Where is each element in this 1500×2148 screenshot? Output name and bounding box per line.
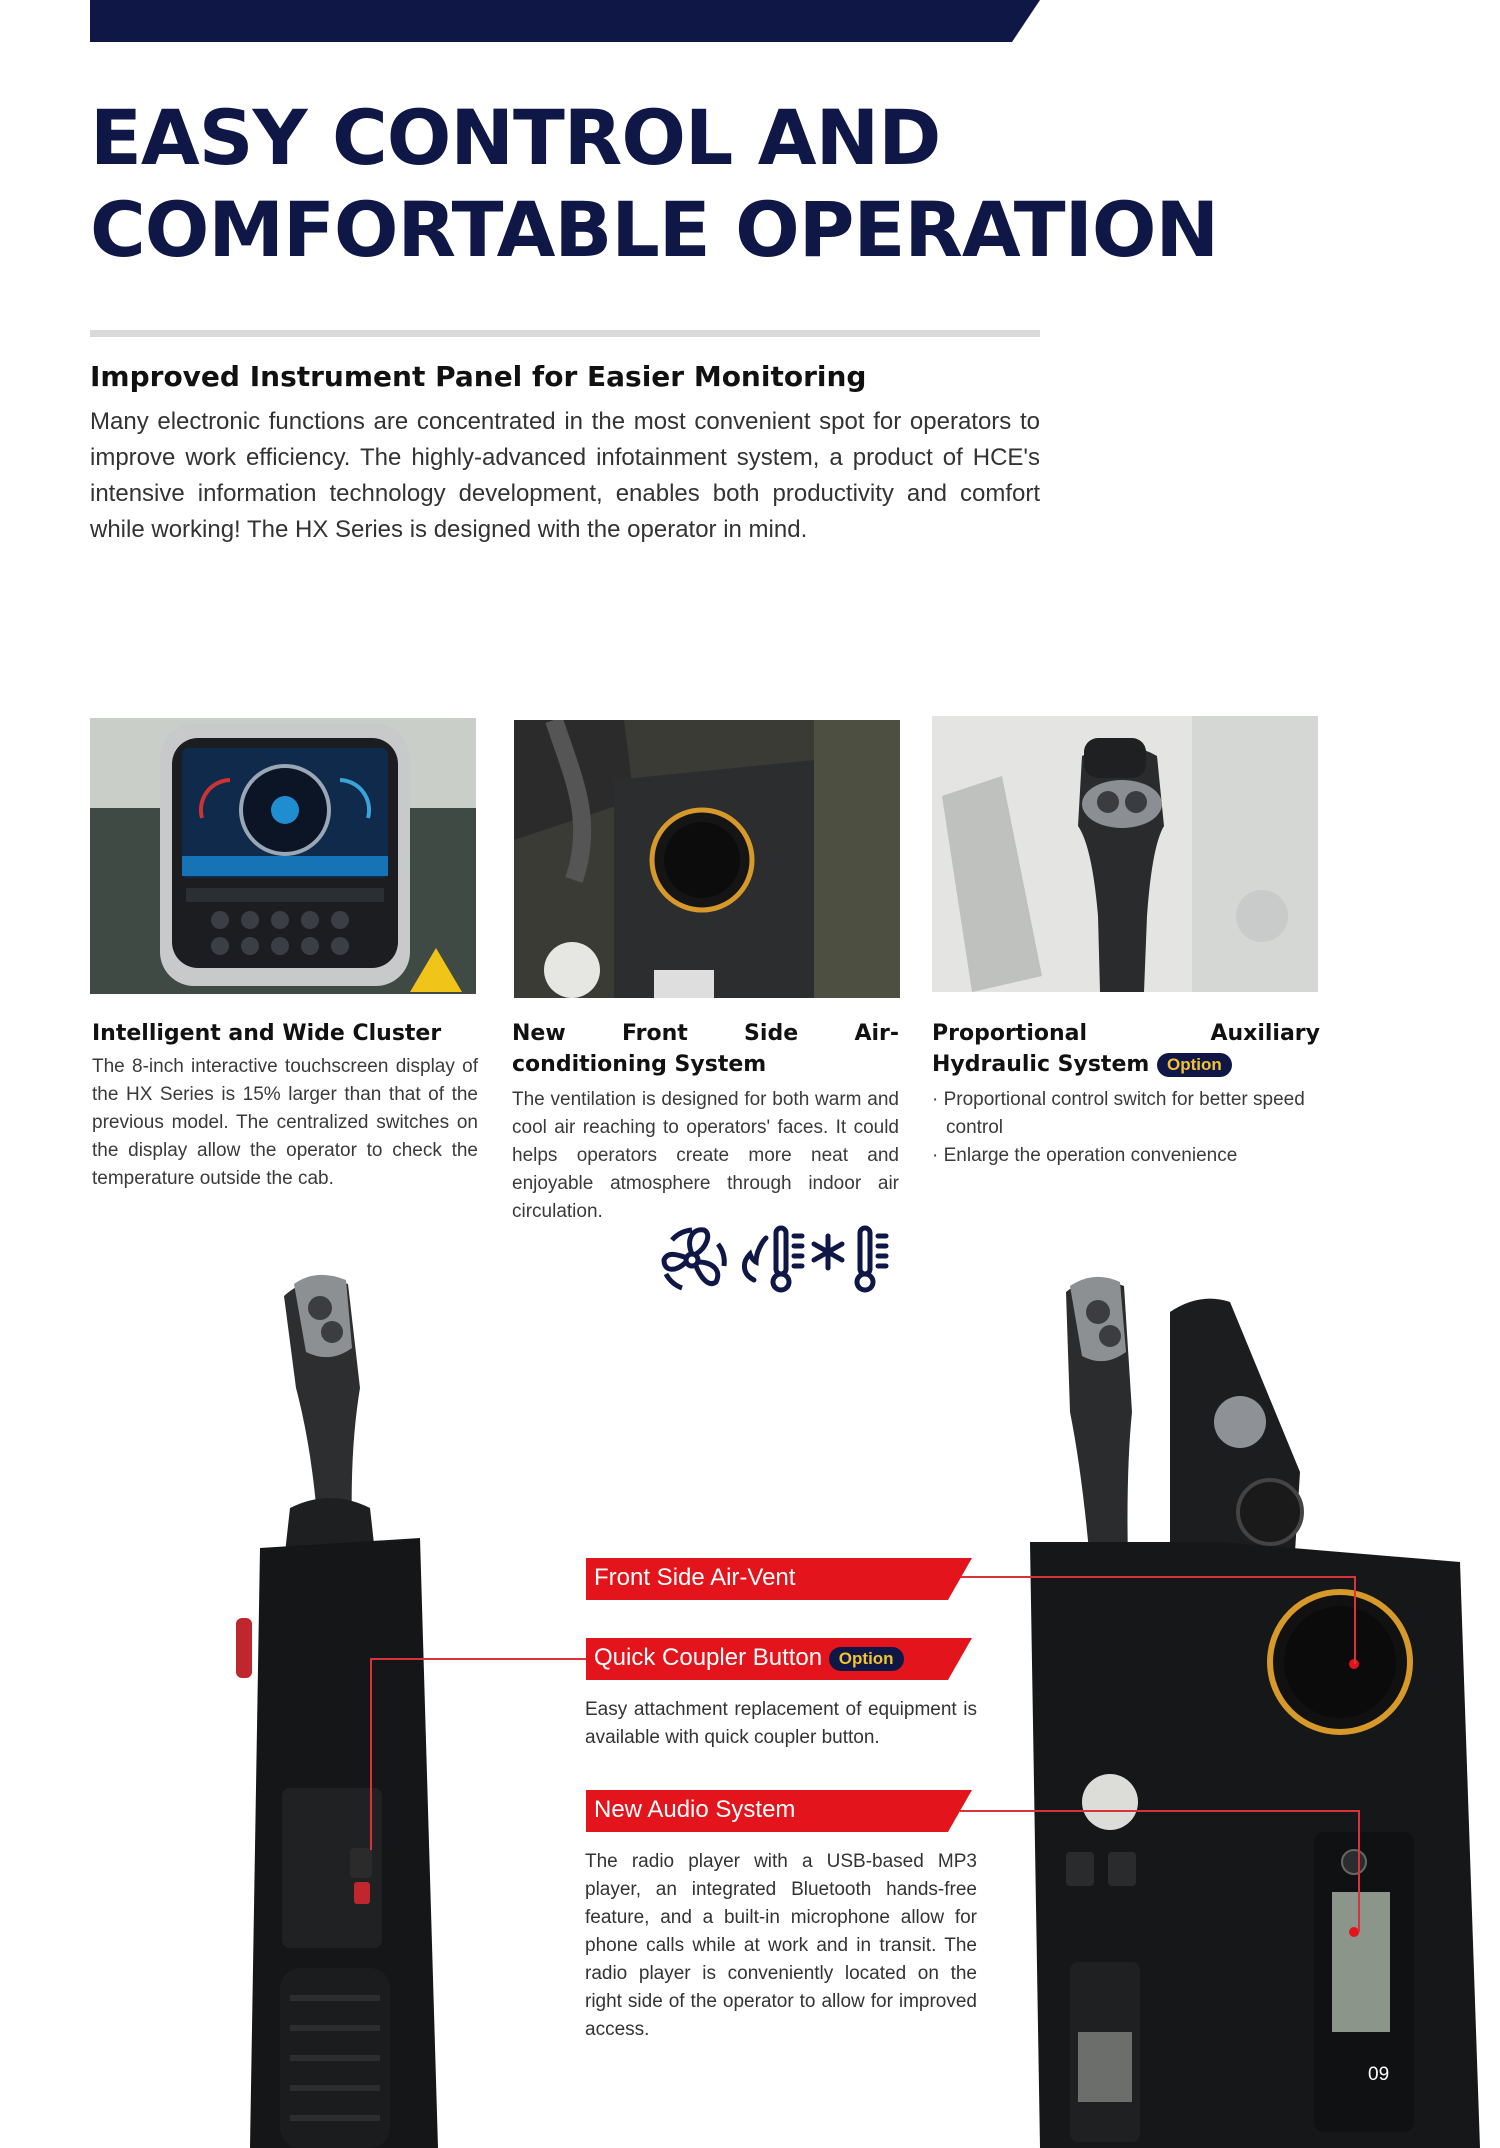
cluster-display-photo — [90, 718, 476, 994]
feature-cluster-body: The 8-inch interactive touchscreen display of the HX Series is 15% larger than that of the previous model. The centralized switches on the display allow the operator to check the temperature outside the cab. — [92, 1056, 478, 1189]
fan-icon — [664, 1230, 724, 1288]
section-heading: Improved Instrument Panel for Easier Monitoring — [90, 360, 867, 393]
air-vent-connector-line — [960, 1576, 1356, 1578]
section-divider — [90, 330, 1040, 337]
feature-aux-hydraulic-title-text: Proportional Auxiliary Hydraulic System — [932, 1021, 1320, 1077]
air-vent-photo — [514, 720, 900, 998]
air-vent-callout-label: Front Side Air-Vent — [594, 1564, 796, 1591]
quick-coupler-connector-drop — [370, 1658, 372, 1850]
audio-connector-drop — [1358, 1810, 1360, 1932]
option-badge: Option — [829, 1647, 904, 1671]
quick-coupler-callout-text: Quick Coupler Button — [594, 1644, 823, 1671]
quick-coupler-description: Easy attachment replacement of equipment is available with quick coupler button. — [585, 1699, 977, 1748]
feature-aux-hydraulic-bullets — [932, 1086, 1320, 1170]
feature-cluster — [92, 1018, 478, 1193]
heat-thermometer-icon — [744, 1228, 802, 1290]
cool-thermometer-icon — [814, 1228, 886, 1290]
quick-coupler-callout — [586, 1638, 972, 1680]
quick-coupler-callout-label — [594, 1644, 904, 1672]
audio-callout-label: New Audio System — [594, 1796, 796, 1823]
audio-description: The radio player with a USB-based MP3 player, an integrated Bluetooth hands-free feature, and a built-in microphone allow for phone calls while at work and in transit. The radio player is conveniently located on the right side of the operator to allow for improved access. — [585, 1851, 977, 2040]
bullet-item: · Enlarge the operation convenience — [932, 1142, 1320, 1170]
climate-icons — [656, 1222, 902, 1294]
top-accent-bar — [0, 0, 1500, 42]
quick-coupler-connector-line — [370, 1658, 588, 1660]
feature-air-conditioning — [512, 1018, 899, 1226]
right-console-photo — [1020, 1272, 1480, 2148]
left-console-photo — [220, 1268, 460, 2148]
bullet-item: · Proportional control switch for better speed control — [932, 1086, 1320, 1142]
page-title-line-2: COMFORTABLE OPERATION — [90, 185, 1219, 274]
feature-cluster-title: Intelligent and Wide Cluster — [92, 1021, 442, 1046]
option-badge: Option — [1157, 1053, 1232, 1077]
feature-air-conditioning-title: New Front Side Air-conditioning System — [512, 1021, 899, 1077]
page-title-line-1: EASY CONTROL AND — [90, 93, 941, 182]
page-number: 09 — [1368, 2064, 1390, 2085]
air-vent-callout — [586, 1558, 972, 1600]
section-intro: Many electronic functions are concentrated in the most convenient spot for operators to improve work efficiency. The highly-advanced infotainment system, a product of HCE's intensive information technology development, enables both productivity and comfort while working! The HX Series is designed with the operator in mind. — [90, 408, 1040, 543]
audio-connector-line — [960, 1810, 1360, 1812]
page-title — [90, 92, 1240, 276]
feature-aux-hydraulic-title — [932, 1018, 1320, 1080]
feature-air-conditioning-body: The ventilation is designed for both warm and cool air reaching to operators' faces. It could helps operators create more neat and enjoyable atmosphere through indoor air circulation. — [512, 1089, 899, 1222]
joystick-photo — [932, 716, 1318, 992]
air-vent-connector-drop — [1354, 1576, 1356, 1664]
feature-aux-hydraulic — [932, 1018, 1320, 1170]
audio-callout — [586, 1790, 972, 1832]
